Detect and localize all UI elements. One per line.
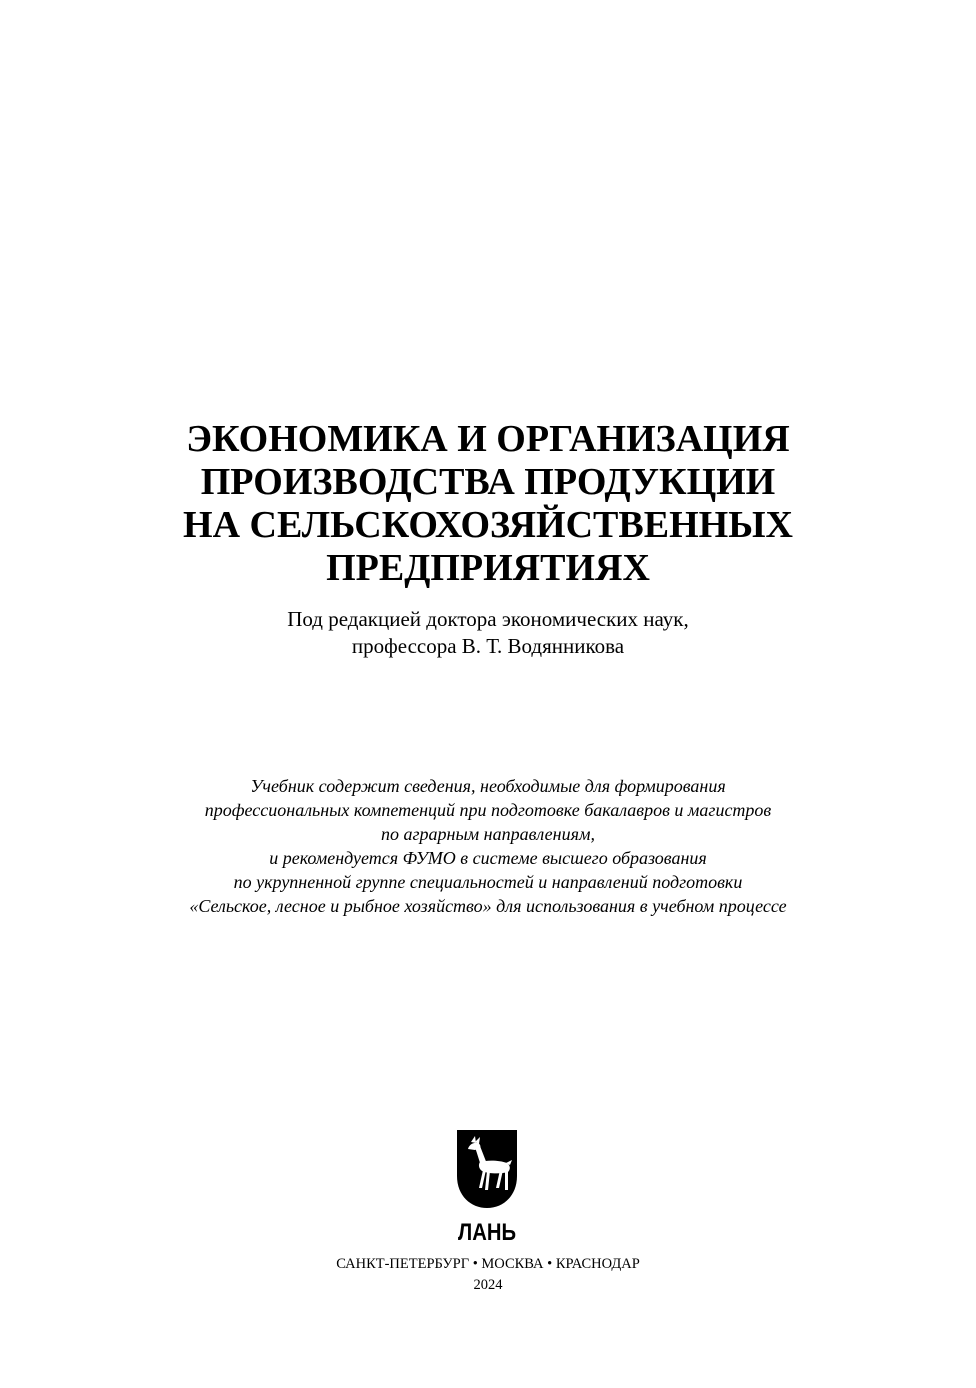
annotation-line: профессиональных компетенций при подготовке бакалавров и магистров xyxy=(204,800,772,820)
annotation-line: по укрупненной группе специальностей и направлений подготовки xyxy=(233,872,743,892)
annotation-line: по аграрным направлениям, xyxy=(381,824,595,844)
book-title-line: НА СЕЛЬСКОХОЗЯЙСТВЕННЫХ xyxy=(183,504,793,546)
book-title-line: ПРОИЗВОДСТВА ПРОДУКЦИИ xyxy=(200,461,776,503)
annotation-line: «Сельское, лесное и рыбное хозяйство» для использования в учебном процессе xyxy=(189,896,787,916)
book-title xyxy=(0,418,976,590)
publication-year: 2024 xyxy=(473,1277,503,1293)
publisher-cities: САНКТ-ПЕТЕРБУРГ • МОСКВА • КРАСНОДАР xyxy=(336,1256,640,1272)
book-title-line: ЭКОНОМИКА И ОРГАНИЗАЦИЯ xyxy=(186,418,790,460)
annotation-line: Учебник содержит сведения, необходимые для формирования xyxy=(250,776,726,796)
editor-credit-line: профессора В. Т. Водянникова xyxy=(351,634,625,658)
publisher-logo xyxy=(455,1128,519,1248)
editor-credit xyxy=(0,606,976,660)
book-annotation xyxy=(0,774,976,918)
deer-shield-icon xyxy=(455,1128,519,1248)
publisher-logo-text: ЛАНЬ xyxy=(458,1219,516,1246)
editor-credit-line: Под редакцией доктора экономических наук, xyxy=(287,607,689,631)
annotation-line: и рекомендуется ФУМО в системе высшего образования xyxy=(269,848,707,868)
book-title-line: ПРЕДПРИЯТИЯХ xyxy=(326,547,650,589)
